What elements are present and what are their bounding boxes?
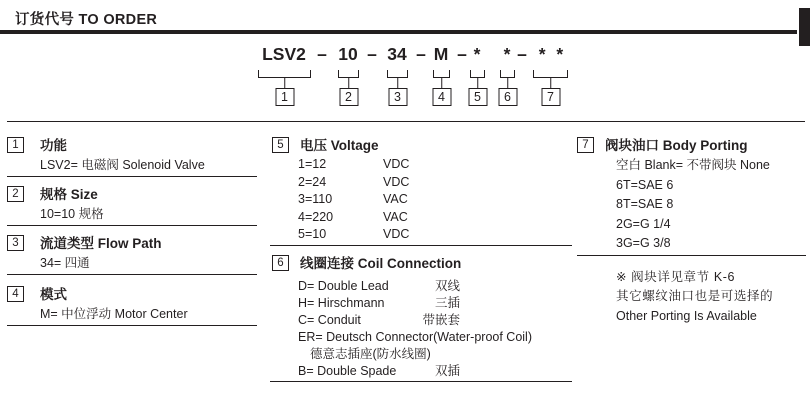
stem-line	[550, 77, 552, 88]
option-code: H= Hirschmann	[298, 295, 385, 310]
option-unit: VDC	[383, 227, 410, 241]
section-header	[270, 255, 572, 272]
code-segment-mode: M	[433, 44, 449, 64]
section-header	[7, 235, 257, 252]
section-header	[270, 137, 572, 154]
coil-option	[298, 329, 532, 346]
voltage-options	[298, 156, 572, 244]
voltage-option	[298, 191, 572, 209]
section-row: 34= 四通	[40, 256, 90, 270]
option-code: D= Double Lead	[298, 278, 389, 293]
code-marker-1	[258, 70, 311, 107]
voltage-option	[298, 226, 572, 244]
legend-column-right	[577, 130, 806, 326]
code-ref-box-7: 7	[541, 88, 560, 106]
stem-line	[284, 77, 286, 88]
page-title: 订货代号 TO ORDER	[15, 12, 158, 28]
code-segment-voltage: *	[473, 44, 481, 64]
section-row: M= 中位浮动 Motor Center	[40, 307, 188, 321]
section-title: 模式	[40, 287, 67, 302]
code-ref-box-3: 3	[388, 88, 407, 106]
code-marker-6	[500, 70, 515, 107]
table-top-rule	[7, 121, 805, 122]
stem-line	[477, 77, 479, 88]
voltage-option	[298, 209, 572, 227]
option-code: 2=24	[298, 174, 327, 189]
section-title: 规格 Size	[40, 187, 98, 202]
coil-option	[298, 295, 460, 312]
section-header	[7, 286, 257, 303]
porting-option: 3G=G 3/8	[616, 236, 671, 251]
section-divider	[270, 381, 572, 382]
code-marker-3	[387, 70, 408, 107]
code-segment-flowpath: 34	[387, 44, 407, 64]
section-number-box: 6	[272, 255, 289, 271]
section-number-box: 1	[7, 137, 24, 153]
section-divider	[7, 176, 257, 177]
coil-options	[298, 278, 532, 380]
porting-option: 空白 Blank= 不带阀块 None	[616, 158, 770, 172]
section-row: 10=10 规格	[40, 207, 104, 221]
coil-option	[298, 278, 460, 295]
section-flow-path	[7, 235, 257, 275]
code-dash: –	[317, 44, 327, 64]
header-rule	[0, 30, 797, 34]
code-ref-box-1: 1	[275, 88, 294, 106]
section-header	[577, 137, 806, 154]
porting-option: 2G=G 1/4	[616, 216, 671, 231]
section-divider	[577, 255, 806, 256]
option-code: ER= Deutsch Connector(Water-proof Coil)	[298, 329, 532, 344]
porting-option: 8T=SAE 8	[616, 197, 674, 212]
page-edge-tab	[799, 8, 810, 46]
code-marker-7	[533, 70, 568, 107]
code-marker-2	[338, 70, 359, 107]
section-function	[7, 137, 257, 177]
section-number-box: 2	[7, 186, 24, 202]
code-ref-box-6: 6	[498, 88, 517, 106]
section-number-box: 5	[272, 137, 289, 153]
code-dash: –	[457, 44, 467, 64]
section-divider	[270, 245, 572, 246]
option-desc: 三插	[434, 295, 460, 310]
section-title: 阀块油口 Body Porting	[605, 138, 748, 153]
stem-line	[397, 77, 399, 88]
option-desc: 双插	[434, 363, 460, 378]
porting-options	[616, 156, 806, 254]
note-line: 其它螺纹油口也是可选择的	[616, 289, 774, 304]
coil-option	[298, 312, 460, 329]
section-body-porting	[577, 137, 806, 256]
code-marker-4	[433, 70, 450, 107]
coil-option-translation	[310, 346, 460, 363]
code-dash: –	[367, 44, 377, 64]
section-divider	[7, 225, 257, 226]
code-segment-porting: * *	[538, 44, 564, 64]
stem-line	[348, 77, 350, 88]
section-voltage	[270, 137, 572, 246]
code-ref-box-4: 4	[432, 88, 451, 106]
section-coil-connection	[270, 255, 572, 382]
legend-column-left	[7, 130, 257, 326]
voltage-option	[298, 174, 572, 192]
section-size	[7, 186, 257, 226]
section-number-box: 3	[7, 235, 24, 251]
stem-line	[507, 77, 509, 88]
option-code: B= Double Spade	[298, 363, 397, 378]
porting-option: 6T=SAE 6	[616, 177, 674, 192]
option-desc: 双线	[434, 278, 460, 293]
option-code: 5=10	[298, 227, 327, 241]
code-segment-coil: *	[503, 44, 511, 64]
voltage-option	[298, 156, 572, 174]
section-row: LSV2= 电磁阀 Solenoid Valve	[40, 158, 205, 172]
code-segment-size: 10	[338, 44, 358, 64]
option-code: C= Conduit	[298, 312, 361, 327]
code-dash: –	[517, 44, 527, 64]
section-number-box: 4	[7, 286, 24, 302]
section-header	[7, 137, 257, 154]
section-title: 流道类型 Flow Path	[40, 236, 162, 251]
code-ref-box-2: 2	[339, 88, 358, 106]
option-unit: VAC	[383, 209, 408, 224]
section-mode	[7, 286, 257, 326]
option-code: 1=12	[298, 157, 327, 171]
option-unit: VDC	[383, 174, 410, 189]
code-segment-model: LSV2	[262, 44, 306, 64]
coil-option	[298, 363, 460, 380]
option-code: 4=220	[298, 209, 334, 224]
code-ref-box-5: 5	[468, 88, 487, 106]
section-title: 电压 Voltage	[300, 138, 379, 153]
option-desc: 带嵌套	[422, 312, 460, 327]
note-line: Other Porting Is Available	[616, 308, 757, 323]
option-unit: VAC	[383, 192, 408, 206]
code-dash: –	[416, 44, 426, 64]
legend-column-middle	[270, 130, 572, 382]
note-line: ※ 阀块详见章节 K-6	[616, 269, 736, 284]
option-code: 3=110	[298, 192, 333, 206]
section-divider	[7, 274, 257, 275]
section-number-box: 7	[577, 137, 594, 153]
stem-line	[441, 77, 443, 88]
code-marker-5	[470, 70, 485, 107]
section-title: 线圈连接 Coil Connection	[300, 255, 462, 271]
section-title: 功能	[40, 138, 67, 153]
section-header	[7, 186, 257, 203]
option-unit: VDC	[383, 157, 410, 171]
option-code: 德意志插座(防水线圈)	[310, 346, 431, 361]
porting-note	[616, 268, 806, 327]
section-divider	[7, 325, 257, 326]
